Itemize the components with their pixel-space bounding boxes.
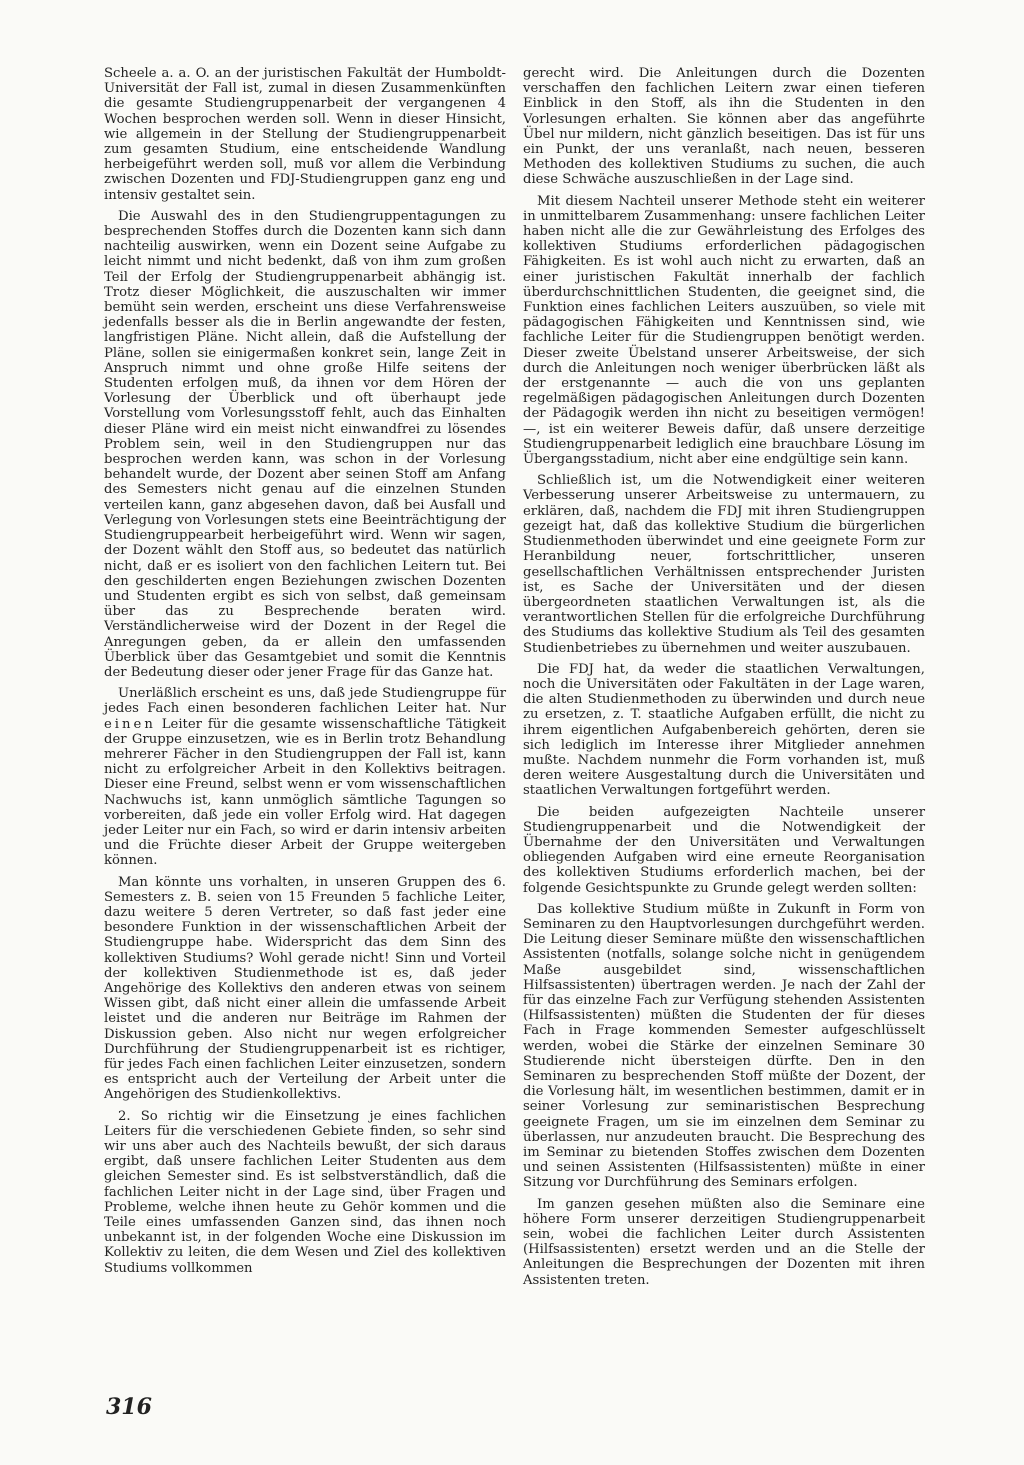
paragraph: Man könnte uns vorhalten, in unseren Gruppen des 6. Semesters z. B. seien von 15 Freunden 5 fachliche Leiter, dazu weitere 5 deren Vertreter, so daß fast jeder eine besondere Funktion in der wissenschaftlichen Arbeit der Studiengruppe habe. Widerspricht das dem Sinn des kollektiven Studiums? Wohl gerade nicht! Sinn und Vorteil der kollektiven Studienmethode ist es, daß jeder Angehörige des Kollektivs den anderen etwas von seinem Wissen gibt, daß nicht einer allein die umfassende Arbeit leistet und die anderen nur Beiträge im Rahmen der Diskussion geben. Also nicht nur wegen erfolgreicher Durchführung der Studiengruppenarbeit ist es richtiger, für jedes Fach einen fachlichen Leiter einzusetzen, sondern es entspricht auch der Verteilung der Arbeit unter die Angehörigen des Studienkollektivs. xyxy=(104,874,506,1103)
right-column xyxy=(523,66,925,1294)
paragraph: Das kollektive Studium müßte in Zukunft in Form von Seminaren zu den Hauptvorlesungen durchgeführt werden. Die Leitung dieser Seminare müßte den wissenschaftlichen Assistenten (notfalls, solange solche nicht in genügendem Maße ausgebildet sind, wissenschaftlichen Hilfsassistenten) übertragen werden. Je nach der Zahl der für das einzelne Fach zur Verfügung stehenden Assistenten (Hilfsassistenten) müßten die Studenten der für dieses Fach in Frage kommenden Semester aufgeschlüsselt werden, wobei die Stärke der einzelnen Seminare 30 Studierende nicht übersteigen dürfte. Den in den Seminaren zu besprechenden Stoff müßte der Dozent, der die Vorlesung hält, im wesentlichen bestimmen, damit er in seiner Vorlesung zur seminaristischen Besprechung geeignete Fragen, um sie im einzelnen dem Seminar zu überlassen, nur anzudeuten braucht. Die Besprechung des im Seminar zu bietenden Stoffes zwischen dem Dozenten und seinen Assistenten (Hilfsassistenten) müßte in einer Sitzung vor Durchführung des Seminars erfolgen. xyxy=(523,901,925,1191)
paragraph: Mit diesem Nachteil unserer Methode steht ein weiterer in unmittelbarem Zusammenhang: unsere fachlichen Leiter haben nicht alle die zur Gewährleistung des Erfolges des kollektiven Studiums erforderlichen pädagogischen Fähigkeiten. Es ist wohl auch nicht zu erwarten, daß an einer juristischen Fakultät innerhalb der fachlich überdurchschnittlichen Studenten, die geeignet sind, die Funktion eines fachlichen Leiters auszuüben, so viele mit pädagogischen Fähigkeiten und Kenntnissen sind, wie fachliche Leiter für die Studiengruppen benötigt werden. Dieser zweite Übelstand unserer Arbeitsweise, der sich durch die Anleitungen noch weniger überbrücken läßt als der erstgenannte — auch die von uns geplanten regelmäßigen pädagogischen Anleitungen durch Dozenten der Pädagogik werden ihn nicht zu beseitigen vermögen! —, ist ein weiterer Beweis dafür, daß unsere derzeitige Studiengruppenarbeit lediglich eine brauchbare Lösung im Übergangsstadium, nicht aber eine endgültige sein kann. xyxy=(523,193,925,468)
left-column xyxy=(104,66,506,1282)
paragraph xyxy=(104,686,506,868)
page-number: 316 xyxy=(106,1394,152,1420)
paragraph: Die Auswahl des in den Studiengruppentagungen zu besprechenden Stoffes durch die Dozenten kann sich dann nachteilig auswirken, wenn ein Dozent seine Aufgabe zu leicht nimmt und nicht bedenkt, daß von ihm zum großen Teil der Erfolg der Studiengruppenarbeit abhängig ist. Trotz dieser Möglichkeit, die auszuschalten wir immer bemüht sein werden, erscheint uns diese Verfahrensweise jedenfalls besser als die in Berlin angewandte der festen, langfristigen Pläne. Nicht allein, daß die Aufstellung der Pläne, sollen sie einigermaßen konkret sein, lange Zeit in Anspruch nimmt und ohne große Hilfe seitens der Studenten erfolgen muß, da ihnen vor dem Hören der Vorlesung der Überblick und oft überhaupt jede Vorstellung vom Vorlesungsstoff fehlt, auch das Einhalten dieser Pläne wird ein meist nicht einwandfrei zu lösendes Problem sein, weil in den Studiengruppen nur das besprochen werden kann, was schon in der Vorlesung behandelt wurde, der Dozent aber seinen Stoff am Anfang des Semesters nicht genau auf die einzelnen Stunden verteilen kann, ganz abgesehen davon, daß bei Ausfall und Verlegung von Vorlesungen stets eine Beeinträchtigung der Studiengruppearbeit herbeigeführt wird. Wenn wir sagen, der Dozent wählt den Stoff aus, so bedeutet das natürlich nicht, daß er es isoliert von den fachlichen Leitern tut. Bei den geschilderten engen Beziehungen zwischen Dozenten und Studenten ergibt es sich von selbst, daß gemeinsam über das zu Besprechende beraten wird. Verständlicherweise wird der Dozent in der Regel die Anregungen geben, da er allein den umfassenden Überblick über das Gesamtgebiet und somit die Kenntnis der Bedeutung dieser oder jener Frage für das Ganze hat. xyxy=(104,208,506,680)
paragraph: Im ganzen gesehen müßten also die Seminare eine höhere Form unserer derzeitigen Studiengruppenarbeit sein, wobei die fachlichen Leiter durch Assistenten (Hilfsassistenten) ersetzt werden und an die Stelle der Anleitungen die Besprechungen der Dozenten mit ihren Assistenten treten. xyxy=(523,1196,925,1288)
paragraph: 2. So richtig wir die Einsetzung je eines fachlichen Leiters für die verschiedenen Gebiete finden, so sehr sind wir uns aber auch des Nachteils bewußt, der sich daraus ergibt, daß unsere fachlichen Leiter Studenten aus dem gleichen Semester sind. Es ist selbstverständlich, daß die fachlichen Leiter nicht in der Lage sind, über Fragen und Probleme, welche ihnen heute zu Gehör kommen und die Teile eines umfassenden Ganzen sind, das ihnen noch unbekannt ist, in der folgenden Woche eine Diskussion im Kollektiv zu leiten, die dem Wesen und Ziel des kollektiven Studiums vollkommen xyxy=(104,1108,506,1276)
paragraph: Die FDJ hat, da weder die staatlichen Verwaltungen, noch die Universitäten oder Fakultäten in der Lage waren, die alten Studienmethoden zu überwinden und durch neue zu ersetzen, z. T. staatliche Aufgaben erfüllt, die nicht zu ihrem eigentlichen Aufgabenbereich gehörten, deren sie sich lediglich im Interesse ihrer Mitglieder annehmen mußte. Nachdem nunmehr die Form vorhanden ist, muß deren weitere Ausgestaltung durch die Universitäten und staatlichen Verwaltungen fortgeführt werden. xyxy=(523,661,925,799)
emphasized-word: einen xyxy=(104,716,156,732)
paragraph: Schließlich ist, um die Notwendigkeit einer weiteren Verbesserung unserer Arbeitsweise zu untermauern, zu erklären, daß, nachdem die FDJ mit ihren Studiengruppen gezeigt hat, daß das kollektive Studium die bürgerlichen Studienmethoden überwindet und eine geeignete Form zur Heranbildung neuer, fortschrittlicher, unseren gesellschaftlichen Verhältnissen entsprechender Juristen ist, es Sache der Universitäten und der diesen übergeordneten staatlichen Verwaltungen ist, als die verantwortlichen Stellen für die erfolgreiche Durchführung des Studiums das kollektive Studium als Teil des gesamten Studienbetriebes zu übernehmen und weiter auszubauen. xyxy=(523,473,925,656)
paragraph-text: Leiter für die gesamte wissenschaftliche Tätigkeit der Gruppe einzusetzen, wie es in Berlin trotz Behandlung mehrerer Fächer in den Studiengruppen der Fall ist, kann nicht zu erfolgreicher Arbeit in den Kollektivs beitragen. Dieser eine Freund, selbst wenn er vom wissenschaftlichen Nachwuchs ist, kann unmöglich sämtliche Tagungen so vorbereiten, daß jede ein voller Erfolg wird. Hat dagegen jeder Leiter nur ein Fach, so wird er darin intensiv arbeiten und die Früchte dieser Arbeit der Gruppe weitergeben können. xyxy=(104,716,506,869)
paragraph: gerecht wird. Die Anleitungen durch die Dozenten verschaffen den fachlichen Leitern zwar einen tieferen Einblick in den Stoff, als ihn die Studenten in den Vorlesungen erhalten. Sie können aber das angeführte Übel nur mildern, nicht gänzlich beseitigen. Das ist für uns ein Punkt, der uns veranlaßt, nach neuen, besseren Methoden des kollektiven Studiums zu suchen, die auch diese Schwäche auszuschließen in der Lage sind. xyxy=(523,66,925,188)
paragraph: Die beiden aufgezeigten Nachteile unserer Studiengruppenarbeit und die Notwendigkeit der Übernahme der den Universitäten und Verwaltungen obliegenden Aufgaben wird eine erneute Reorganisation des kollektiven Studiums erforderlich machen, bei der folgende Gesichtspunkte zu Grunde gelegt werden sollten: xyxy=(523,804,925,896)
paragraph-text: Unerläßlich erscheint es uns, daß jede Studiengruppe für jedes Fach einen besonderen fachlichen Leiter hat. Nur xyxy=(104,686,506,717)
paragraph: Scheele a. a. O. an der juristischen Fakultät der Humboldt-Universität der Fall ist, zumal in diesen Zusammenkünften die gesamte Studiengruppenarbeit der vergangenen 4 Wochen besprochen werden soll. Wenn in dieser Hinsicht, wie allgemein in der Stellung der Studiengruppenarbeit zum gesamten Studium, eine entscheidende Wandlung herbeigeführt werden soll, muß vor allem die Verbindung zwischen Dozenten und FDJ-Studiengruppen ganz eng und intensiv gestaltet sein. xyxy=(104,66,506,203)
